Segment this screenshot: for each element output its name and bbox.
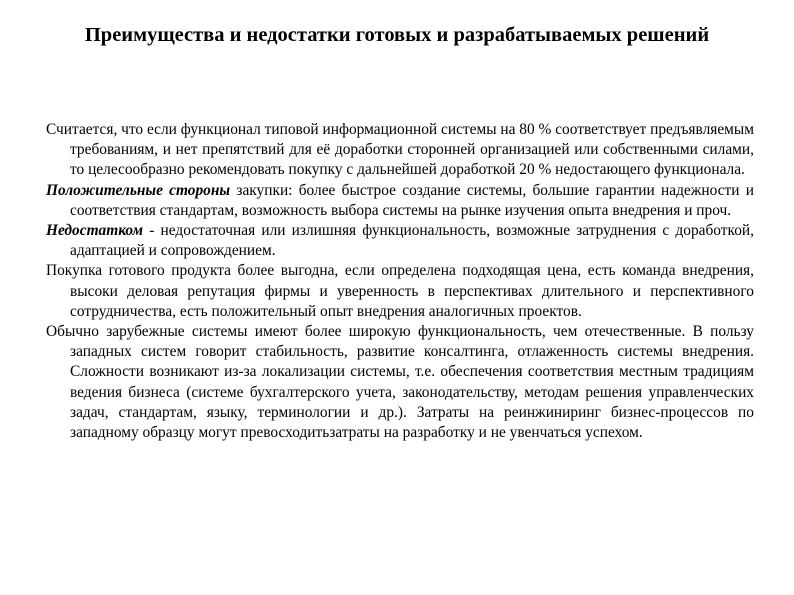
paragraph-recommendation (46, 120, 754, 181)
paragraph-text: закупки: более быстрое создание системы, большие гарантии надежности и соответствия стандартам, возможность выбора системы на рынке изучения опыта внедрения и проч. (70, 181, 754, 219)
paragraph-text: Считается, что если функционал типовой информационной системы на 80 % соответствует предъявляемым требованиям, и нет препятствий для её доработки сторонней организацией или собственными силами, то целесообразно рекомендовать покупку с дальнейшей доработкой 20 % недостающего функционала. (46, 121, 754, 179)
paragraph-advantages (46, 181, 754, 221)
paragraph-purchase-conditions (46, 261, 754, 322)
page-title: Преимущества и недостатки готовых и разрабатываемых решений (84, 24, 710, 46)
paragraph-disadvantages (46, 221, 754, 261)
paragraph-foreign-systems (46, 322, 754, 443)
body-text (46, 120, 754, 443)
paragraph-lead: Положительные стороны (46, 181, 231, 199)
paragraph-text: Покупка готового продукта более выгодна, если определена подходящая цена, есть команда внедрения, высоки деловая репутация фирмы и уверенность в перспективах длительного и перспективного сотрудничества, есть положительный опыт внедрения аналогичных проектов. (46, 262, 754, 320)
paragraph-text: Обычно зарубежные системы имеют более широкую функциональность, чем отечественные. В пользу западных систем говорит стабильность, развитие консалтинга, отлаженность системы внедрения. Сложности возникают из-за локализации системы, т.е. обеспечения соответствия местным традициям ведения бизнеса (системе бухгалтерского учета, законодательству, методам решения управленческих задач, стандартам, языку, терминологии и др.). Затраты на реинжиниринг бизнес-процессов по западному образцу могут превосходитьзатраты на разработку и не увенчаться успехом. (46, 323, 754, 442)
paragraph-lead: Недостатком (46, 222, 144, 240)
paragraph-text: - недостаточная или излишняя функциональность, возможные затруднения с доработкой, адаптацией и сопровождением. (70, 222, 754, 260)
